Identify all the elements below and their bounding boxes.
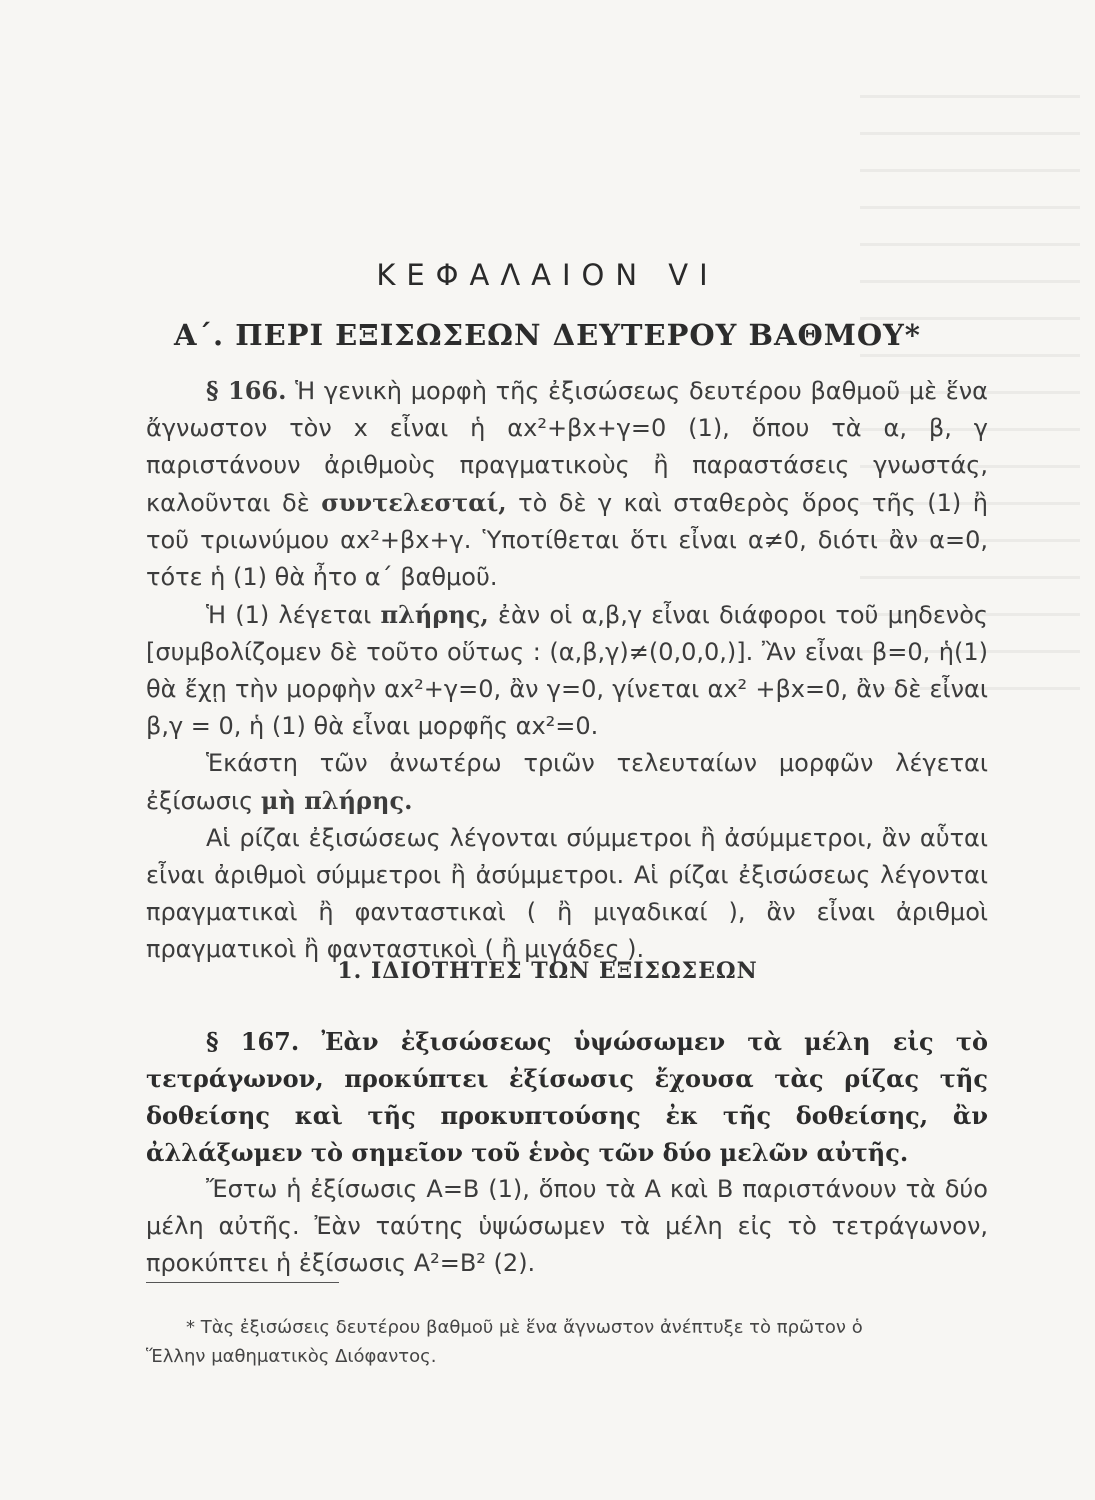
term-complete: πλήρης,	[380, 600, 489, 629]
theorem-text: Ἐὰν ἐξισώσεως ὑψώσωμεν τὰ μέλη εἰς τὸ τετράγωνον, προκύπτει ἐξίσωσις ἔχουσα τὰς ρίζας τῆς δοθείσης καὶ τῆς προκυπτούσης ἐκ τῆς δοθείσης, ἂν ἀλλάξωμεν τὸ σημεῖον τοῦ ἑνὸς τῶν δύο μελῶν αὐτῆς.	[146, 1027, 988, 1167]
paragraph-text: ἐὰν οἱ α,β,γ εἶναι διάφοροι τοῦ μηδενὸς [συμβολίζομεν δὲ τοῦτο οὕτως : (α,β,γ)≠(0,0,0,)]. Ἂν εἶναι β=0, ἡ(1) θὰ ἔχῃ τὴν μορφὴν αx²+γ=0, ἂν γ=0, γίνεται αx² +βx=0, ἂν δὲ εἶναι β,γ = 0, ἡ (1) θὰ εἶναι μορφῆς αx²=0.	[146, 601, 988, 740]
footnote	[146, 1313, 988, 1371]
paragraph-167	[146, 1023, 988, 1171]
section-title: Α΄. ΠΕΡΙ ΕΞΙΣΩΣΕΩΝ ΔΕΥΤΕΡΟΥ ΒΑΘΜΟΥ*	[174, 318, 921, 352]
paragraph-text: τὸ δὲ γ καὶ σταθερὸς ὅρος τῆς (1) ἢ τοῦ τριωνύμου αx²+βx+γ. Ὑποτίθεται ὅτι εἶναι α≠0, διότι ἂν α=0, τότε ἡ (1) θὰ ἦτο α΄ βαθμοῦ.	[146, 489, 988, 591]
main-text-upper	[146, 372, 988, 968]
footnote-line: * Τὰς ἐξισώσεις δευτέρου βαθμοῦ μὲ ἕνα ἄγνωστον ἀνέπτυξε τὸ πρῶτον ὁ	[186, 1317, 863, 1338]
paragraph-text: Ἡ γενικὴ μορφὴ τῆς ἐξισώσεως δευτέρου βαθμοῦ μὲ ἕνα ἄγνωστον τὸν x εἶναι ἡ αx²+βx+γ=0 (1), ὅπου τὰ α, β, γ παριστάνουν ἀριθμοὺς πραγματικοὺς ἢ παραστάσεις γνωστάς, καλοῦνται δὲ	[146, 377, 988, 517]
paragraph-complete	[146, 596, 988, 745]
paragraph-text: Ἑκάστη τῶν ἀνωτέρω τριῶν τελευταίων μορφῶν λέγεται ἐξίσωσις	[146, 749, 988, 815]
footnote-rule	[146, 1282, 339, 1283]
paragraph-mark: § 167.	[206, 1027, 300, 1056]
footnote-line: Ἕλλην μαθηματικὸς Διόφαντος.	[146, 1346, 437, 1367]
paragraph-text: Ἡ (1) λέγεται	[206, 601, 381, 629]
subsection-heading: 1. ΙΔΙΟΤΗΤΕΣ ΤΩΝ ΕΞΙΣΩΣΕΩΝ	[337, 958, 758, 984]
main-text-lower	[146, 1023, 988, 1282]
term-incomplete: μὴ πλήρης.	[260, 786, 413, 815]
paragraph-example: Ἔστω ἡ ἐξίσωσις A=B (1), ὅπου τὰ A καὶ B παριστάνουν τὰ δύο μέλη αὐτῆς. Ἐὰν ταύτης ὑψώσωμεν τὰ μέλη εἰς τὸ τετράγωνον, προκύπτει ἡ ἐξίσωσις A²=B² (2).	[146, 1175, 988, 1277]
paragraph-mark: § 166.	[206, 376, 287, 405]
term-coefficients: συντελεσταί,	[321, 488, 507, 517]
paragraph-166	[146, 372, 988, 596]
paragraph-roots: Αἱ ρίζαι ἐξισώσεως λέγονται σύμμετροι ἢ ἀσύμμετροι, ἂν αὗται εἶναι ἀριθμοὶ σύμμετροι ἢ ἀσύμμετροι. Αἱ ρίζαι ἐξισώσεως λέγονται πραγματικαὶ ἢ φανταστικαὶ ( ἢ μιγαδικαί ), ἂν εἶναι ἀριθμοὶ πραγματικοὶ ἢ φανταστικοὶ ( ἢ μιγάδες ).	[146, 824, 988, 963]
chapter-heading: ΚΕΦΑΛΑΙΟΝ VI	[376, 258, 719, 292]
paragraph-incomplete	[146, 745, 988, 820]
